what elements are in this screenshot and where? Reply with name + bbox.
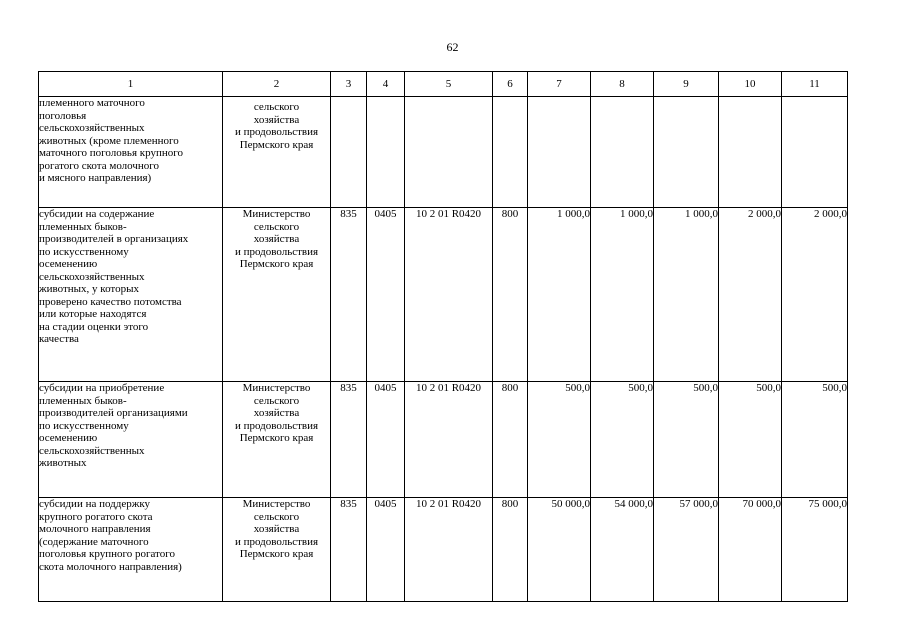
row-col7-cell <box>528 97 591 208</box>
row-col10-cell: 2 000,0 <box>719 208 782 382</box>
page-number: 62 <box>446 40 459 54</box>
row-name-cell: субсидии на содержание племенных быков- производителей в организациях по искусственному осеменению сельскохозяйственных животных, у которых проверено качество потомства или которые находятся на стадии оценки этого качества <box>39 208 223 382</box>
row-col5-cell <box>405 97 493 208</box>
table-header-row <box>39 72 848 97</box>
row-organization-cell: Министерство сельского хозяйства и продовольствия Пермского края <box>223 382 331 498</box>
row-col6-cell: 800 <box>493 208 528 382</box>
column-header-8: 8 <box>591 72 654 97</box>
row-col4-cell: 0405 <box>367 498 405 602</box>
row-col3-cell <box>331 97 367 208</box>
table-row <box>39 97 848 208</box>
row-col8-cell: 500,0 <box>591 382 654 498</box>
budget-table <box>38 71 848 602</box>
row-col5-cell: 10 2 01 R0420 <box>405 498 493 602</box>
row-organization-cell: сельского хозяйства и продовольствия Пермского края <box>223 97 331 208</box>
column-header-6: 6 <box>493 72 528 97</box>
row-col9-cell <box>654 97 719 208</box>
row-col4-cell: 0405 <box>367 382 405 498</box>
row-organization-cell: Министерство сельского хозяйства и продовольствия Пермского края <box>223 498 331 602</box>
row-col9-cell: 500,0 <box>654 382 719 498</box>
row-col8-cell: 1 000,0 <box>591 208 654 382</box>
row-col10-cell: 70 000,0 <box>719 498 782 602</box>
row-col6-cell: 800 <box>493 382 528 498</box>
row-col7-cell: 1 000,0 <box>528 208 591 382</box>
row-col4-cell <box>367 97 405 208</box>
row-name-cell: субсидии на поддержку крупного рогатого скота молочного направления (содержание маточного поголовья крупного рогатого скота молочного направления) <box>39 498 223 602</box>
row-col3-cell: 835 <box>331 498 367 602</box>
row-col7-cell: 500,0 <box>528 382 591 498</box>
row-name-cell: субсидии на приобретение племенных быков- производителей организациями по искусственному осеменению сельскохозяйственных животных <box>39 382 223 498</box>
row-col6-cell: 800 <box>493 498 528 602</box>
table-row <box>39 498 848 602</box>
row-col10-cell: 500,0 <box>719 382 782 498</box>
column-header-3: 3 <box>331 72 367 97</box>
column-header-7: 7 <box>528 72 591 97</box>
row-col3-cell: 835 <box>331 208 367 382</box>
column-header-5: 5 <box>405 72 493 97</box>
column-header-11: 11 <box>782 72 848 97</box>
row-col7-cell: 50 000,0 <box>528 498 591 602</box>
row-col8-cell: 54 000,0 <box>591 498 654 602</box>
column-header-9: 9 <box>654 72 719 97</box>
table-row <box>39 208 848 382</box>
row-col11-cell: 2 000,0 <box>782 208 848 382</box>
row-col9-cell: 57 000,0 <box>654 498 719 602</box>
column-header-1: 1 <box>39 72 223 97</box>
column-header-10: 10 <box>719 72 782 97</box>
row-col6-cell <box>493 97 528 208</box>
column-header-4: 4 <box>367 72 405 97</box>
row-col5-cell: 10 2 01 R0420 <box>405 208 493 382</box>
row-name-cell: племенного маточного поголовья сельскохозяйственных животных (кроме племенного маточного поголовья крупного рогатого скота молочного и мясного направления) <box>39 97 223 208</box>
row-organization-cell: Министерство сельского хозяйства и продовольствия Пермского края <box>223 208 331 382</box>
row-col11-cell: 500,0 <box>782 382 848 498</box>
row-col10-cell <box>719 97 782 208</box>
row-col3-cell: 835 <box>331 382 367 498</box>
row-col5-cell: 10 2 01 R0420 <box>405 382 493 498</box>
row-col8-cell <box>591 97 654 208</box>
row-col9-cell: 1 000,0 <box>654 208 719 382</box>
row-col4-cell: 0405 <box>367 208 405 382</box>
row-col11-cell: 75 000,0 <box>782 498 848 602</box>
table-row <box>39 382 848 498</box>
row-col11-cell <box>782 97 848 208</box>
column-header-2: 2 <box>223 72 331 97</box>
